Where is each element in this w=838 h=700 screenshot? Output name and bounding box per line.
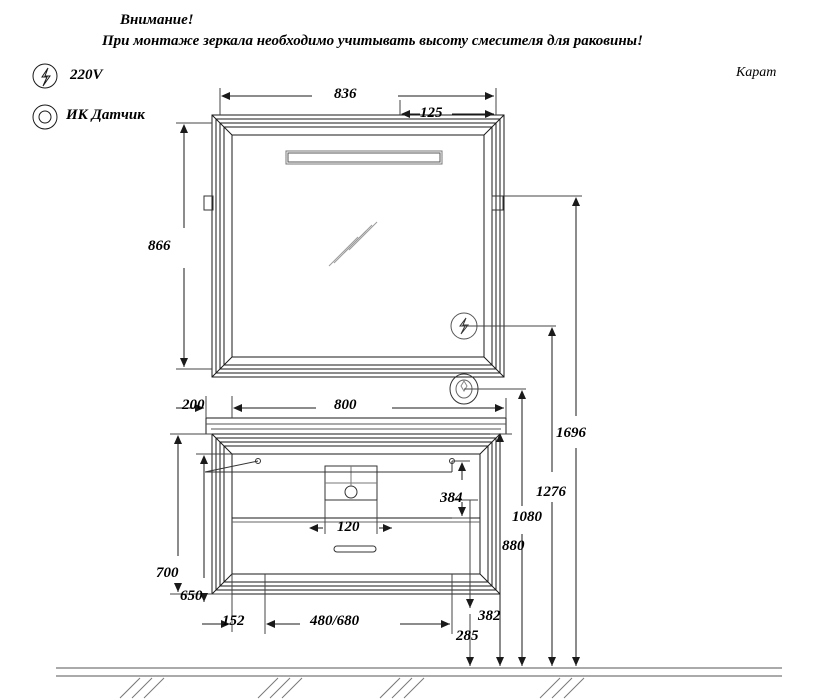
dim-382: 382	[478, 608, 501, 624]
dim-285: 285	[456, 628, 479, 644]
dim-384: 384	[440, 490, 463, 506]
legend-label-220v: 220V	[70, 67, 103, 83]
dim-800: 800	[334, 397, 357, 413]
notice-line: При монтаже зеркала необходимо учитывать высоту смесителя для раковины!	[102, 33, 643, 49]
dim-120: 120	[337, 519, 360, 535]
dim-650: 650	[180, 588, 203, 604]
dim-1696: 1696	[556, 425, 586, 441]
dim-700: 700	[156, 565, 179, 581]
dim-200: 200	[182, 397, 205, 413]
dim-152: 152	[222, 613, 245, 629]
dim-880: 880	[502, 538, 525, 554]
dim-836: 836	[334, 86, 357, 102]
dim-1080: 1080	[512, 509, 542, 525]
notice-title: Внимание!	[120, 12, 194, 28]
dim-480-680: 480/680	[310, 613, 360, 629]
dim-125: 125	[420, 105, 443, 121]
brand-label: Карат	[736, 65, 777, 80]
dim-1276: 1276	[536, 484, 566, 500]
legend-label-ir-sensor: ИК Датчик	[66, 107, 145, 123]
dim-866: 866	[148, 238, 171, 254]
